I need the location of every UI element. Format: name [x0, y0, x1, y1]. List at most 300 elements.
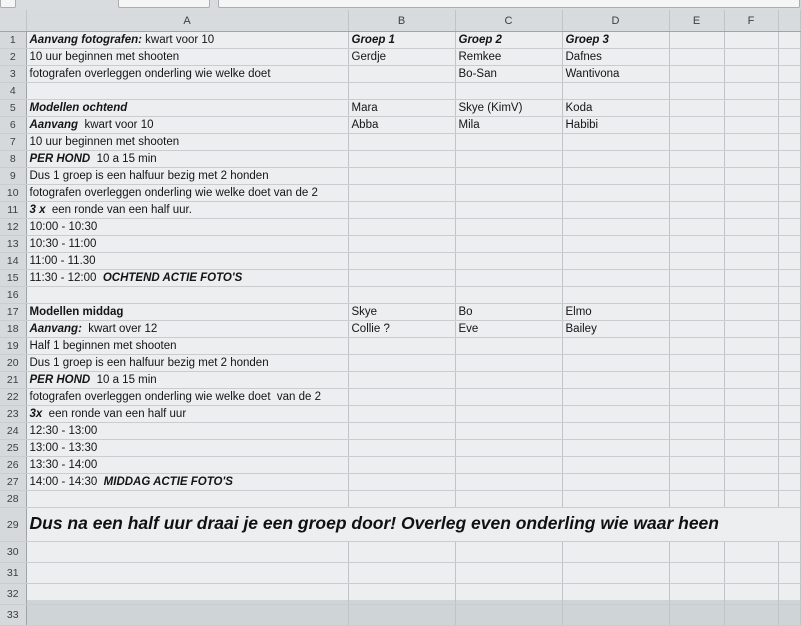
- cell-c[interactable]: [455, 584, 562, 605]
- cell-b[interactable]: [348, 338, 455, 355]
- cell-e[interactable]: [669, 563, 724, 584]
- cell-g[interactable]: [778, 321, 800, 338]
- cell-a[interactable]: [26, 100, 348, 117]
- cell-c[interactable]: [455, 185, 562, 202]
- cell-c[interactable]: Mila: [455, 117, 562, 134]
- toolbar-strip: [0, 0, 800, 10]
- cell-a[interactable]: [26, 253, 348, 270]
- cell-d[interactable]: [562, 563, 669, 584]
- cell-c[interactable]: [455, 491, 562, 508]
- cell-e[interactable]: [669, 49, 724, 66]
- cell-a[interactable]: [26, 457, 348, 474]
- row-header[interactable]: 3: [0, 66, 26, 83]
- cell-d[interactable]: Elmo: [562, 304, 669, 321]
- row-header[interactable]: 12: [0, 219, 26, 236]
- cell-e[interactable]: [669, 185, 724, 202]
- cell-f[interactable]: [724, 287, 778, 304]
- cell-d[interactable]: Habibi: [562, 117, 669, 134]
- cell-f[interactable]: [724, 338, 778, 355]
- cell-a[interactable]: [26, 134, 348, 151]
- cell-e[interactable]: [669, 372, 724, 389]
- cell-g[interactable]: [778, 66, 800, 83]
- cell-f[interactable]: [724, 423, 778, 440]
- cell-b[interactable]: Collie ?: [348, 321, 455, 338]
- cell-g[interactable]: [778, 508, 800, 542]
- table-row: [0, 563, 800, 584]
- cell-e[interactable]: [669, 66, 724, 83]
- cell-text: 10:30 - 11:00: [29, 238, 97, 250]
- cell-b[interactable]: [348, 219, 455, 236]
- cell-e[interactable]: [669, 605, 724, 626]
- row-header[interactable]: 14: [0, 253, 26, 270]
- cell-f[interactable]: [724, 253, 778, 270]
- cell-g[interactable]: [778, 457, 800, 474]
- table-row: [0, 202, 800, 219]
- cell-d[interactable]: [562, 474, 669, 491]
- cell-c[interactable]: Eve: [455, 321, 562, 338]
- cell-d[interactable]: Wantivona: [562, 66, 669, 83]
- cell-f[interactable]: [724, 117, 778, 134]
- cell-d[interactable]: [562, 202, 669, 219]
- cell-d[interactable]: [562, 236, 669, 253]
- cell-d[interactable]: [562, 134, 669, 151]
- cell-g[interactable]: [778, 355, 800, 372]
- cell-d[interactable]: [562, 253, 669, 270]
- row-header[interactable]: 23: [0, 406, 26, 423]
- table-row: [0, 338, 800, 355]
- cell-g[interactable]: [778, 605, 800, 626]
- row-header[interactable]: 13: [0, 236, 26, 253]
- cell-e[interactable]: [669, 202, 724, 219]
- table-row: [0, 542, 800, 563]
- cell-g[interactable]: [778, 389, 800, 406]
- cell-e[interactable]: [669, 440, 724, 457]
- cell-b[interactable]: Mara: [348, 100, 455, 117]
- cell-text: 12:30 - 13:00: [29, 425, 98, 437]
- cell-f[interactable]: [724, 168, 778, 185]
- cell-e[interactable]: [669, 423, 724, 440]
- cell-a[interactable]: [26, 440, 348, 457]
- cell-text: een ronde van een half uur: [42, 408, 187, 420]
- cell-b[interactable]: [348, 66, 455, 83]
- cell-e[interactable]: [669, 168, 724, 185]
- cell-e[interactable]: [669, 100, 724, 117]
- cell-b[interactable]: [348, 474, 455, 491]
- cell-b[interactable]: [348, 287, 455, 304]
- cell-d[interactable]: [562, 185, 669, 202]
- row-header[interactable]: 1: [0, 32, 26, 49]
- cell-b[interactable]: [348, 372, 455, 389]
- cell-text: Modellen middag: [29, 306, 124, 318]
- cell-g[interactable]: [778, 287, 800, 304]
- table-row: [0, 168, 800, 185]
- cell-f[interactable]: [724, 491, 778, 508]
- cell-b[interactable]: Gerdje: [348, 49, 455, 66]
- cell-a[interactable]: [26, 49, 348, 66]
- cell-f[interactable]: [724, 185, 778, 202]
- cell-a[interactable]: [26, 508, 719, 542]
- cell-f[interactable]: [724, 49, 778, 66]
- cell-e[interactable]: [669, 117, 724, 134]
- cell-c[interactable]: Bo-San: [455, 66, 562, 83]
- cell-text: kwart over 12: [81, 323, 158, 335]
- cell-c[interactable]: [455, 236, 562, 253]
- cell-a[interactable]: [26, 605, 348, 626]
- row-header[interactable]: 24: [0, 423, 26, 440]
- row-header[interactable]: 17: [0, 304, 26, 321]
- cell-g[interactable]: [778, 270, 800, 287]
- cell-e[interactable]: [669, 457, 724, 474]
- cell-g[interactable]: [778, 474, 800, 491]
- cell-c[interactable]: [455, 372, 562, 389]
- cell-a[interactable]: [26, 338, 348, 355]
- cell-e[interactable]: [669, 491, 724, 508]
- cell-b[interactable]: Groep 1: [348, 32, 455, 49]
- cell-c[interactable]: [455, 563, 562, 584]
- cell-d[interactable]: [562, 168, 669, 185]
- cell-b[interactable]: [348, 270, 455, 287]
- cell-g[interactable]: [778, 584, 800, 605]
- cell-g[interactable]: [778, 440, 800, 457]
- cell-a[interactable]: [26, 151, 348, 168]
- cell-e[interactable]: [669, 406, 724, 423]
- cell-c[interactable]: [455, 202, 562, 219]
- cell-c[interactable]: [455, 151, 562, 168]
- cell-a[interactable]: [26, 117, 348, 134]
- cell-g[interactable]: [778, 202, 800, 219]
- cell-text: fotografen overleggen onderling wie welke doet van de 2: [29, 391, 322, 403]
- cell-f[interactable]: [724, 542, 778, 563]
- column-header-e[interactable]: E: [669, 10, 724, 32]
- cell-f[interactable]: [724, 100, 778, 117]
- cell-b[interactable]: [348, 605, 455, 626]
- cell-a[interactable]: [26, 474, 348, 491]
- cell-g[interactable]: [778, 491, 800, 508]
- cell-g[interactable]: [778, 134, 800, 151]
- row-header[interactable]: 19: [0, 338, 26, 355]
- cell-c[interactable]: [455, 389, 562, 406]
- cell-c[interactable]: Groep 2: [455, 32, 562, 49]
- cell-text: fotografen overleggen onderling wie welke doet van de 2: [29, 187, 318, 199]
- cell-c[interactable]: [455, 338, 562, 355]
- cell-f[interactable]: [724, 219, 778, 236]
- table-row: [0, 100, 800, 117]
- cell-d[interactable]: [562, 440, 669, 457]
- cell-a[interactable]: [26, 563, 348, 584]
- cell-g[interactable]: [778, 423, 800, 440]
- cell-d[interactable]: [562, 83, 669, 100]
- select-all-corner[interactable]: [0, 10, 26, 32]
- cell-text: Aanvang fotografen:: [29, 34, 142, 46]
- cell-g[interactable]: [778, 406, 800, 423]
- row-header[interactable]: 9: [0, 168, 26, 185]
- table-row: [0, 423, 800, 440]
- table-row: [0, 185, 800, 202]
- cell-e[interactable]: [669, 584, 724, 605]
- cell-e[interactable]: [669, 236, 724, 253]
- cell-a[interactable]: [26, 236, 348, 253]
- cell-d[interactable]: Koda: [562, 100, 669, 117]
- cell-b[interactable]: [348, 584, 455, 605]
- cell-b[interactable]: [348, 457, 455, 474]
- cell-e[interactable]: [669, 253, 724, 270]
- cell-c[interactable]: [455, 406, 562, 423]
- cell-d[interactable]: [562, 457, 669, 474]
- cell-c[interactable]: [455, 605, 562, 626]
- cell-e[interactable]: [669, 304, 724, 321]
- row-header[interactable]: 33: [0, 605, 26, 626]
- cell-g[interactable]: [778, 168, 800, 185]
- cell-f[interactable]: [724, 304, 778, 321]
- cell-c[interactable]: [455, 355, 562, 372]
- cell-c[interactable]: [455, 457, 562, 474]
- cell-g[interactable]: [778, 100, 800, 117]
- row-header[interactable]: 7: [0, 134, 26, 151]
- cell-a[interactable]: [26, 423, 348, 440]
- row-header[interactable]: 32: [0, 584, 26, 605]
- cell-d[interactable]: [562, 270, 669, 287]
- cell-b[interactable]: [348, 202, 455, 219]
- cell-b[interactable]: [348, 134, 455, 151]
- cell-c[interactable]: Remkee: [455, 49, 562, 66]
- cell-d[interactable]: [562, 584, 669, 605]
- cell-a[interactable]: [26, 372, 348, 389]
- cell-f[interactable]: [724, 605, 778, 626]
- cell-d[interactable]: [562, 372, 669, 389]
- cell-a[interactable]: [26, 168, 348, 185]
- cell-a[interactable]: [26, 321, 348, 338]
- cell-f[interactable]: [724, 406, 778, 423]
- cell-b[interactable]: [348, 253, 455, 270]
- cell-e[interactable]: [669, 270, 724, 287]
- spreadsheet-grid: [0, 10, 801, 626]
- table-row: [0, 304, 800, 321]
- cell-b[interactable]: [348, 440, 455, 457]
- cell-c[interactable]: [455, 270, 562, 287]
- row-header[interactable]: 20: [0, 355, 26, 372]
- cell-f[interactable]: [724, 563, 778, 584]
- column-header-f[interactable]: F: [724, 10, 778, 32]
- cell-c[interactable]: [455, 287, 562, 304]
- cell-g[interactable]: [778, 253, 800, 270]
- cell-e[interactable]: [669, 151, 724, 168]
- cell-d[interactable]: [562, 423, 669, 440]
- cell-d[interactable]: [562, 605, 669, 626]
- cell-e[interactable]: [669, 338, 724, 355]
- cell-b[interactable]: [348, 236, 455, 253]
- cell-e[interactable]: [669, 134, 724, 151]
- cell-a[interactable]: [26, 355, 348, 372]
- name-box[interactable]: [0, 0, 16, 8]
- cell-e[interactable]: [669, 474, 724, 491]
- cell-c[interactable]: [455, 253, 562, 270]
- cell-a[interactable]: [26, 66, 348, 83]
- cell-a[interactable]: [26, 287, 348, 304]
- formula-bar[interactable]: [218, 0, 800, 8]
- cell-b[interactable]: [348, 563, 455, 584]
- cell-b[interactable]: [348, 185, 455, 202]
- cell-f[interactable]: [724, 270, 778, 287]
- cell-f[interactable]: [724, 151, 778, 168]
- row-header[interactable]: 10: [0, 185, 26, 202]
- cell-d[interactable]: [562, 219, 669, 236]
- cell-c[interactable]: [455, 83, 562, 100]
- cell-c[interactable]: [455, 542, 562, 563]
- table-row: [0, 584, 800, 605]
- cell-b[interactable]: [348, 168, 455, 185]
- cell-b[interactable]: [348, 83, 455, 100]
- table-row: [0, 236, 800, 253]
- cell-g[interactable]: [778, 542, 800, 563]
- column-header-b[interactable]: B: [348, 10, 455, 32]
- cell-e[interactable]: [669, 321, 724, 338]
- cell-a[interactable]: [26, 83, 348, 100]
- cell-d[interactable]: [562, 338, 669, 355]
- cell-a[interactable]: [26, 185, 348, 202]
- cell-f[interactable]: [724, 389, 778, 406]
- cell-g[interactable]: [778, 338, 800, 355]
- row-header[interactable]: 4: [0, 83, 26, 100]
- cell-a[interactable]: [26, 542, 348, 563]
- cell-d[interactable]: Bailey: [562, 321, 669, 338]
- cell-c[interactable]: [455, 134, 562, 151]
- cell-a[interactable]: [26, 584, 348, 605]
- cell-f[interactable]: [724, 66, 778, 83]
- cell-d[interactable]: Groep 3: [562, 32, 669, 49]
- cell-a[interactable]: [26, 406, 348, 423]
- cell-b[interactable]: [348, 406, 455, 423]
- cell-a[interactable]: [26, 491, 348, 508]
- column-header-d[interactable]: D: [562, 10, 669, 32]
- cell-d[interactable]: [562, 151, 669, 168]
- row-header[interactable]: 6: [0, 117, 26, 134]
- cell-f[interactable]: [724, 474, 778, 491]
- cell-e[interactable]: [669, 542, 724, 563]
- cell-f[interactable]: [724, 134, 778, 151]
- row-header[interactable]: 11: [0, 202, 26, 219]
- cell-a[interactable]: [26, 32, 348, 49]
- cell-b[interactable]: Skye: [348, 304, 455, 321]
- row-header[interactable]: 30: [0, 542, 26, 563]
- row-header[interactable]: 22: [0, 389, 26, 406]
- row-header[interactable]: 21: [0, 372, 26, 389]
- cell-text: Aanvang:: [29, 323, 82, 335]
- cell-text: Modellen ochtend: [29, 102, 128, 114]
- cell-g[interactable]: [778, 151, 800, 168]
- cell-a[interactable]: [26, 270, 348, 287]
- cell-c[interactable]: [455, 423, 562, 440]
- table-row: [0, 134, 800, 151]
- cell-text: MIDDAG ACTIE FOTO'S: [103, 476, 233, 488]
- row-header[interactable]: 31: [0, 563, 26, 584]
- row-header[interactable]: 26: [0, 457, 26, 474]
- cell-f[interactable]: [724, 457, 778, 474]
- cell-d[interactable]: [562, 355, 669, 372]
- column-header-c[interactable]: C: [455, 10, 562, 32]
- cell-g[interactable]: [778, 117, 800, 134]
- row-header[interactable]: 18: [0, 321, 26, 338]
- cell-g[interactable]: [778, 304, 800, 321]
- cell-f[interactable]: [724, 83, 778, 100]
- cell-f[interactable]: [724, 440, 778, 457]
- cell-c[interactable]: [455, 219, 562, 236]
- table-row: [0, 253, 800, 270]
- cell-g[interactable]: [778, 219, 800, 236]
- cell-c[interactable]: Bo: [455, 304, 562, 321]
- cell-text: 10 a 15 min: [90, 374, 157, 386]
- cell-e[interactable]: [669, 355, 724, 372]
- cell-b[interactable]: [348, 423, 455, 440]
- row-header[interactable]: 5: [0, 100, 26, 117]
- cell-d[interactable]: [562, 389, 669, 406]
- column-header-a[interactable]: A: [26, 10, 348, 32]
- cell-f[interactable]: [724, 236, 778, 253]
- cell-a[interactable]: [26, 202, 348, 219]
- cell-b[interactable]: [348, 542, 455, 563]
- row-header[interactable]: 25: [0, 440, 26, 457]
- cell-g[interactable]: [778, 563, 800, 584]
- cell-g[interactable]: [778, 49, 800, 66]
- cell-d[interactable]: [562, 491, 669, 508]
- row-header[interactable]: 2: [0, 49, 26, 66]
- cell-g[interactable]: [778, 83, 800, 100]
- cell-g[interactable]: [778, 236, 800, 253]
- cell-e[interactable]: [669, 287, 724, 304]
- cell-f[interactable]: [724, 321, 778, 338]
- cell-b[interactable]: [348, 491, 455, 508]
- ribbon-control[interactable]: [118, 0, 210, 8]
- cell-c[interactable]: [455, 440, 562, 457]
- cell-c[interactable]: [455, 168, 562, 185]
- cell-b[interactable]: [348, 355, 455, 372]
- cell-b[interactable]: [348, 151, 455, 168]
- cell-d[interactable]: [562, 287, 669, 304]
- cell-c[interactable]: Skye (KimV): [455, 100, 562, 117]
- row-header[interactable]: 8: [0, 151, 26, 168]
- cell-e[interactable]: [669, 83, 724, 100]
- cell-e[interactable]: [669, 219, 724, 236]
- cell-a[interactable]: [26, 304, 348, 321]
- column-header-g[interactable]: [778, 10, 800, 32]
- cell-b[interactable]: Abba: [348, 117, 455, 134]
- cell-f[interactable]: [724, 372, 778, 389]
- row-header[interactable]: 29: [0, 508, 26, 542]
- cell-a[interactable]: [26, 219, 348, 236]
- cell-d[interactable]: [562, 542, 669, 563]
- row-header[interactable]: 28: [0, 491, 26, 508]
- cell-a[interactable]: [26, 389, 348, 406]
- cell-c[interactable]: [455, 474, 562, 491]
- cell-e[interactable]: [669, 389, 724, 406]
- cell-f[interactable]: [724, 202, 778, 219]
- cell-g[interactable]: [778, 372, 800, 389]
- cell-f[interactable]: [724, 355, 778, 372]
- cell-f[interactable]: [724, 584, 778, 605]
- table-row: [0, 270, 800, 287]
- cell-b[interactable]: [348, 389, 455, 406]
- cell-f[interactable]: [724, 32, 778, 49]
- cell-text: PER HOND: [29, 374, 91, 386]
- cell-f[interactable]: [724, 508, 778, 542]
- row-header[interactable]: 15: [0, 270, 26, 287]
- cell-d[interactable]: Dafnes: [562, 49, 669, 66]
- row-header[interactable]: 16: [0, 287, 26, 304]
- cell-e[interactable]: [669, 32, 724, 49]
- cell-g[interactable]: [778, 32, 800, 49]
- cell-g[interactable]: [778, 185, 800, 202]
- cell-d[interactable]: [562, 406, 669, 423]
- row-header[interactable]: 27: [0, 474, 26, 491]
